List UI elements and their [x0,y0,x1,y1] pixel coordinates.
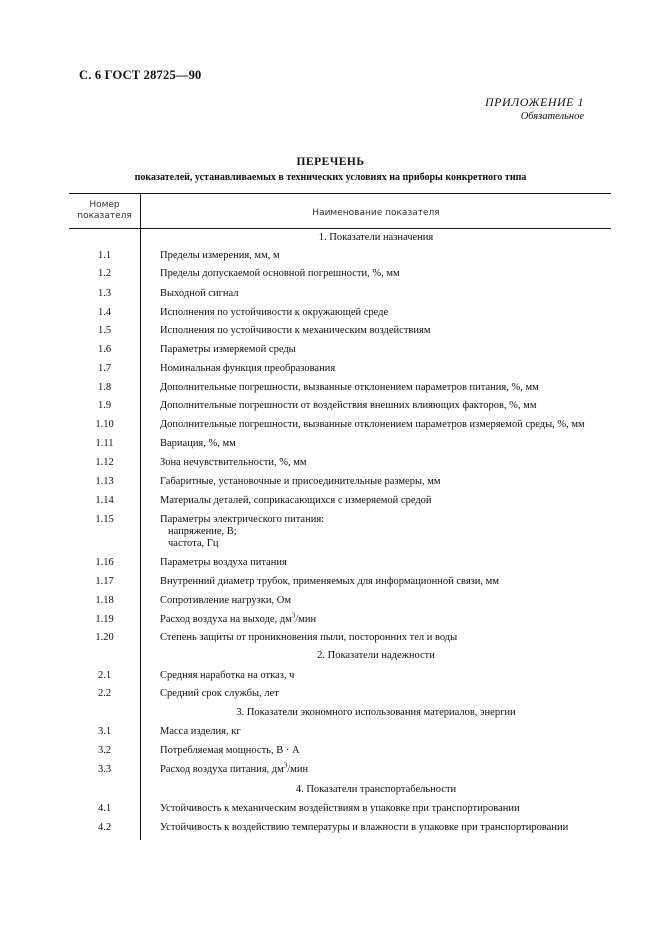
appendix-number: ПРИЛОЖЕНИЕ 1 [485,95,584,109]
row-text: Устойчивость к механическим воздействиям в упаковке при транспортировании [160,803,520,814]
row-text: Средняя наработка на отказ, ч [160,670,295,681]
row-text: Внутренний диаметр трубок, применяемых для информационной связи, мм [160,576,499,587]
row-number: 2.2 [97,688,112,699]
table-header-rule [69,228,611,229]
appendix-label [485,95,584,122]
table-column-divider [140,193,141,840]
row-text: Параметры воздуха питания [160,557,287,568]
row-text: Параметры электрического питания: [160,514,325,525]
row-subitem: напряжение, В; [168,526,237,537]
table-top-rule [69,193,611,194]
row-number: 4.1 [97,803,112,814]
row-text: Вариация, %, мм [160,438,236,449]
row-number: 1.2 [97,268,112,279]
row-number: 1.1 [97,250,112,261]
row-number: 1.14 [95,495,114,506]
row-number: 1.18 [95,595,114,606]
row-text: Расход воздуха питания, дм [160,764,284,775]
row-text: Дополнительные погрешности от воздействия внешних влияющих факторов, %, мм [160,400,537,411]
row-number: 3.1 [97,726,112,737]
row-text: Дополнительные погрешности, вызванные отклонением параметров питания, %, мм [160,382,539,393]
row-number: 1.7 [97,363,112,374]
row-text: Исполнения по устойчивости к механическим воздействиям [160,325,431,336]
column-header-number: Номер показателя [77,200,132,221]
row-text: Средний срок службы, лет [160,688,279,699]
row-number: 1.15 [95,514,114,525]
row-number: 1.5 [97,325,112,336]
section-heading: 4. Показатели транспортабельности [295,784,457,795]
row-number: 1.6 [97,344,112,355]
row-subitem: частота, Гц [168,538,219,549]
row-number: 1.13 [95,476,114,487]
row-text: Зона нечувствительности, %, мм [160,457,307,468]
row-text-group [160,514,324,550]
row-text: Степень защиты от проникновения пыли, посторонних тел и воды [160,632,458,643]
section-heading: 1. Показатели назначения [318,232,434,243]
row-text: Расход воздуха на выходе, дм [160,614,292,625]
row-text: Габаритные, установочные и присоединительные размеры, мм [160,476,441,487]
row-number: 1.19 [95,614,114,625]
section-heading: 3. Показатели экономного использования материалов, энергии [236,707,516,718]
row-text: Потребляемая мощность, В · А [160,745,300,756]
superscript: 3 [283,761,288,770]
row-text: Исполнения по устойчивости к окружающей среде [160,307,389,318]
row-number: 4.2 [97,822,112,833]
row-number: 3.3 [97,764,112,775]
row-number: 1.16 [95,557,114,568]
row-text-tail: /мин [287,764,309,775]
page-header: С. 6 ГОСТ 28725—90 [79,68,202,82]
row-number: 1.11 [95,438,114,449]
row-number: 1.10 [95,419,114,430]
row-text: Пределы допускаемой основной погрешности, %, мм [160,268,400,279]
row-text-group [160,611,317,626]
row-text-group [160,761,309,776]
row-text: Пределы измерения, мм, м [160,250,280,261]
row-text: Сопротивление нагрузки, Ом [160,595,291,606]
row-number: 1.8 [97,382,112,393]
document-subtitle: показателей, устанавливаемых в технических условиях на приборы конкретного типа [134,172,527,183]
row-text: Выходной сигнал [160,288,239,299]
row-text-tail: /мин [295,614,317,625]
row-number: 2.1 [97,670,112,681]
row-number: 1.12 [95,457,114,468]
row-text: Номинальная функция преобразования [160,363,336,374]
row-text: Устойчивость к воздействию температуры и влажности в упаковке при транспортировании [160,822,569,833]
superscript: 3 [291,611,296,620]
row-text: Материалы деталей, соприкасающихся с измеряемой средой [160,495,432,506]
row-text: Параметры измеряемой среды [160,344,296,355]
row-number: 1.20 [95,632,114,643]
row-text: Дополнительные погрешности, вызванные отклонением параметров измеряемой среды, %, мм [160,419,585,430]
row-number: 3.2 [97,745,112,756]
row-number: 1.3 [97,288,112,299]
section-heading: 2. Показатели надежности [317,650,435,661]
row-number: 1.4 [97,307,112,318]
column-header-name: Наименование показателя [312,208,440,218]
document-title: ПЕРЕЧЕНЬ [296,156,365,168]
row-text: Масса изделия, кг [160,726,241,737]
row-number: 1.9 [97,400,112,411]
row-number: 1.17 [95,576,114,587]
appendix-status: Обязательное [520,111,584,122]
